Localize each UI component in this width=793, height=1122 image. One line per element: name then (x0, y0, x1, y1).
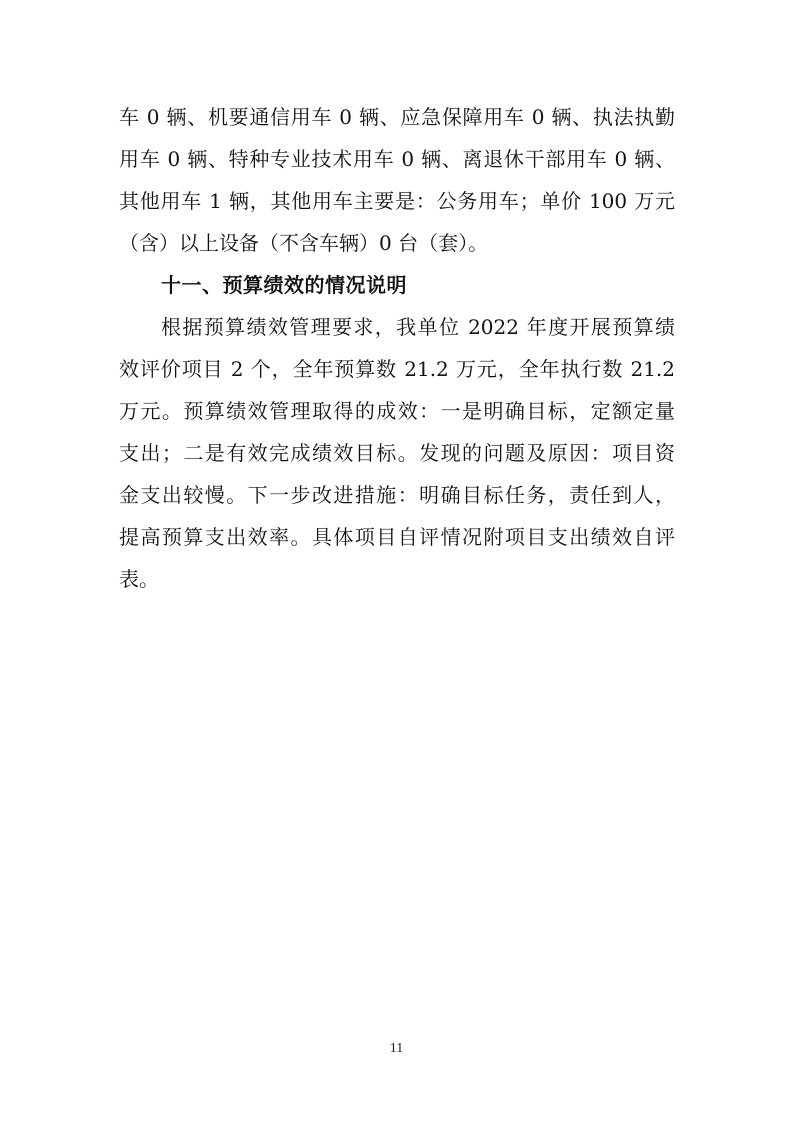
body-text (119, 96, 675, 600)
paragraph-line: 效评价项目 2 个，全年预算数 21.2 万元，全年执行数 21.2 (119, 357, 675, 381)
paragraph-line: 用车 0 辆、特种专业技术用车 0 辆、离退休干部用车 0 辆、 (119, 147, 675, 171)
paragraph-line: 其他用车 1 辆，其他用车主要是：公务用车；单价 100 万元 (119, 189, 675, 213)
page-number: 11 (389, 1041, 404, 1056)
paragraph-line: 金支出较慢。下一步改进措施：明确目标任务，责任到人， (119, 483, 675, 507)
section-heading: 十一、预算绩效的情况说明 (161, 273, 407, 297)
paragraph-line: 支出；二是有效完成绩效目标。发现的问题及原因：项目资 (119, 441, 675, 465)
paragraph-line: 根据预算绩效管理要求，我单位 2022 年度开展预算绩 (161, 315, 675, 339)
paragraph-line: 提高预算支出效率。具体项目自评情况附项目支出绩效自评 (119, 525, 675, 549)
paragraph-line: 表。 (119, 567, 159, 591)
paragraph-line: （含）以上设备（不含车辆）0 台（套）。 (119, 231, 489, 255)
paragraph-line: 车 0 辆、机要通信用车 0 辆、应急保障用车 0 辆、执法执勤 (119, 105, 675, 129)
paragraph-line: 万元。预算绩效管理取得的成效：一是明确目标，定额定量 (119, 399, 675, 423)
